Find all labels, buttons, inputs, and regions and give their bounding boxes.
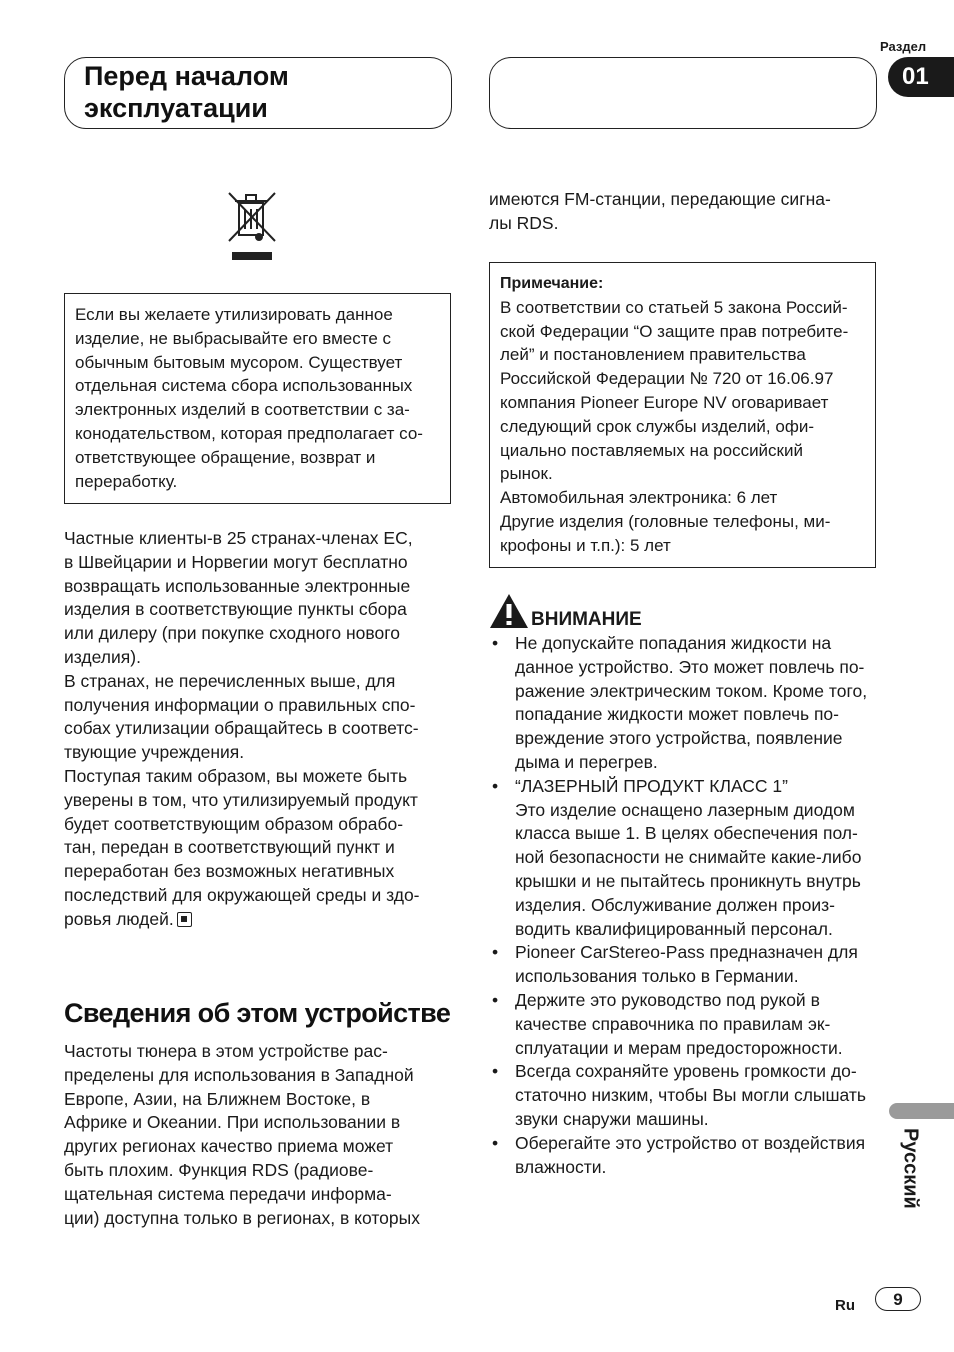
- section-label: Раздел: [880, 39, 927, 54]
- text-line: переработан без возможных негативных: [64, 861, 395, 882]
- list-item: [489, 1132, 889, 1180]
- text-line: циально поставляемых на российский: [500, 440, 803, 460]
- bullet-marker: •: [492, 775, 499, 796]
- text-line: будет соответствующим образом обрабо-: [64, 813, 404, 834]
- list-item: [489, 989, 889, 1060]
- page-number: 9: [875, 1287, 921, 1311]
- note-content: [500, 272, 848, 558]
- text-line: возвращать использованные электронные: [64, 575, 411, 596]
- text-line: влажности.: [515, 1156, 607, 1177]
- device-info-paragraph: [64, 1040, 420, 1230]
- text-line: Не допускайте попадания жидкости на: [515, 633, 832, 653]
- note-title: Примечание:: [500, 275, 604, 292]
- text-line: Это изделие оснащено лазерным диодом: [515, 799, 855, 820]
- text-line: быть плохим. Функция RDS (радиове-: [64, 1159, 374, 1180]
- text-line: Всегда сохраняйте уровень громкости до-: [515, 1061, 857, 1082]
- text-line: или дилеру (при покупке сходного нового: [64, 623, 400, 644]
- language-label: Русский: [899, 1128, 922, 1209]
- text-line: Российской Федерации № 720 от 16.06.97: [500, 369, 834, 389]
- text-line: изделия).: [64, 646, 141, 667]
- text-line: Держите это руководство под рукой в: [515, 989, 820, 1010]
- text-line: В странах, не перечисленных выше, для: [64, 670, 396, 691]
- text-line: ной безопасности не снимайте какие-либо: [515, 847, 862, 868]
- text-line: вреждение этого устройства, появление: [515, 728, 843, 749]
- text-line: использования только в Германии.: [515, 966, 799, 987]
- text-line: звуки снаружи машины.: [515, 1108, 709, 1129]
- text-line: Частоты тюнера в этом устройстве рас-: [64, 1041, 388, 1061]
- device-info-heading: Сведения об этом устройстве: [64, 998, 451, 1028]
- text-line: Автомобильная электроника: 6 лет: [500, 488, 778, 508]
- text-line: Африке и Океании. При использовании в: [64, 1112, 401, 1133]
- text-line: дыма и перегрев.: [515, 751, 658, 772]
- caution-title: ВНИМАНИЕ: [531, 609, 642, 630]
- text-line: твующие учреждения.: [64, 742, 245, 763]
- text-line: обычным бытовым мусором. Существует: [75, 352, 403, 372]
- crossed-out-wheelie-bin-icon: [225, 189, 279, 263]
- text-line: имеются FM-станции, передающие сигна-: [489, 189, 831, 209]
- text-line: качестве справочника по правилам эк-: [515, 1013, 831, 1034]
- text-line: лы RDS.: [489, 212, 559, 233]
- text-line: рынок.: [500, 464, 553, 484]
- header-blank-frame: [489, 57, 877, 129]
- text-line: собах утилизации обращайтесь в соответс-: [64, 718, 419, 739]
- text-line: класса выше 1. В целях обеспечения пол-: [515, 823, 858, 844]
- rds-continuation: [489, 188, 831, 236]
- language-label-container: [880, 1128, 940, 1218]
- text-line: данное устройство. Это может повлечь по-: [515, 656, 865, 677]
- text-line: крофоны и т.п.): 5 лет: [500, 535, 671, 555]
- caution-list: [489, 632, 889, 1179]
- disposal-notice-text: [75, 303, 423, 493]
- bullet-marker: •: [492, 1061, 499, 1082]
- text-line: изделие, не выбрасывайте его вместе с: [75, 328, 392, 348]
- list-item: [489, 632, 889, 775]
- text-line: ции) доступна только в регионах, в которых: [64, 1207, 420, 1228]
- text-line: изделия в соответствующие пункты сбора: [64, 599, 407, 620]
- text-line: отдельная система сбора использованных: [75, 376, 413, 396]
- warning-triangle-icon: [489, 593, 529, 629]
- language-code: Ru: [835, 1297, 855, 1314]
- text-line: других регионах качество приема может: [64, 1136, 394, 1157]
- end-of-section-icon: [177, 912, 192, 927]
- text-line: крышки и не пытайтесь проникнуть внутрь: [515, 870, 861, 891]
- text-line: изделия. Обслуживание должен произ-: [515, 894, 835, 915]
- text-line: конодательством, которая предполагает со-: [75, 423, 423, 443]
- text-line: Если вы желаете утилизировать данное: [75, 305, 393, 324]
- text-line: сплуатации и мерам предосторожности.: [515, 1037, 843, 1058]
- text-line: пределены для использования в Западной: [64, 1064, 414, 1085]
- language-tab: [889, 1103, 954, 1119]
- text-line: тан, передан в соответствующий пункт и: [64, 837, 395, 858]
- text-line: переработку.: [75, 471, 178, 491]
- text-line: [64, 908, 420, 932]
- text-line: ской Федерации “О защите прав потребите-: [500, 321, 849, 341]
- text-line: электронных изделий в соответствии с за-: [75, 400, 410, 420]
- list-item: [489, 1060, 889, 1131]
- text-line: последствий для окружающей среды и здо-: [64, 884, 420, 905]
- text-line: “ЛАЗЕРНЫЙ ПРОДУКТ КЛАСС 1”: [515, 775, 788, 796]
- text-line: ражение электрическим током. Кроме того,: [515, 680, 868, 701]
- list-item: [489, 941, 889, 989]
- text-line: следующий срок службы изделий, офи-: [500, 416, 814, 436]
- text-line: уверены в том, что утилизируемый продукт: [64, 789, 418, 810]
- text-line: В соответствии со статьей 5 закона Россий-: [500, 297, 848, 317]
- text-line: Pioneer CarStereo-Pass предназначен для: [515, 942, 858, 963]
- text-line: статочно низким, чтобы Вы могли слышать: [515, 1085, 867, 1106]
- text-line: Европе, Азии, на Ближнем Востоке, в: [64, 1088, 371, 1109]
- bullet-marker: •: [492, 633, 499, 653]
- bullet-marker: •: [492, 989, 499, 1010]
- page-title: Перед началом эксплуатации: [84, 61, 289, 123]
- text-line: Другие изделия (головные телефоны, ми-: [500, 511, 831, 531]
- disposal-paragraph: [64, 527, 420, 932]
- text-line: водить квалифицированный персонал.: [515, 918, 833, 939]
- bullet-marker: •: [492, 1132, 499, 1153]
- text-line: Оберегайте это устройство от воздействия: [515, 1132, 866, 1153]
- list-item: [489, 775, 889, 942]
- text-line: Поступая таким образом, вы можете быть: [64, 765, 408, 786]
- section-number-badge: 01: [888, 57, 954, 97]
- text-line: лей” и постановлением правительства: [500, 345, 806, 365]
- text-line: ответствующее обращение, возврат и: [75, 447, 376, 467]
- text-line: Частные клиенты-в 25 странах-членах ЕС,: [64, 528, 413, 548]
- text-line: получения информации о правильных спо-: [64, 694, 416, 715]
- text-line: щательная система передачи информа-: [64, 1183, 392, 1204]
- text-line: компания Pioneer Europe NV оговаривает: [500, 392, 829, 412]
- text-line: в Швейцарии и Норвегии могут бесплатно: [64, 551, 408, 572]
- text-line-end: ровья людей.: [64, 908, 174, 929]
- text-line: попадание жидкости может повлечь по-: [515, 704, 839, 725]
- bullet-marker: •: [492, 942, 499, 963]
